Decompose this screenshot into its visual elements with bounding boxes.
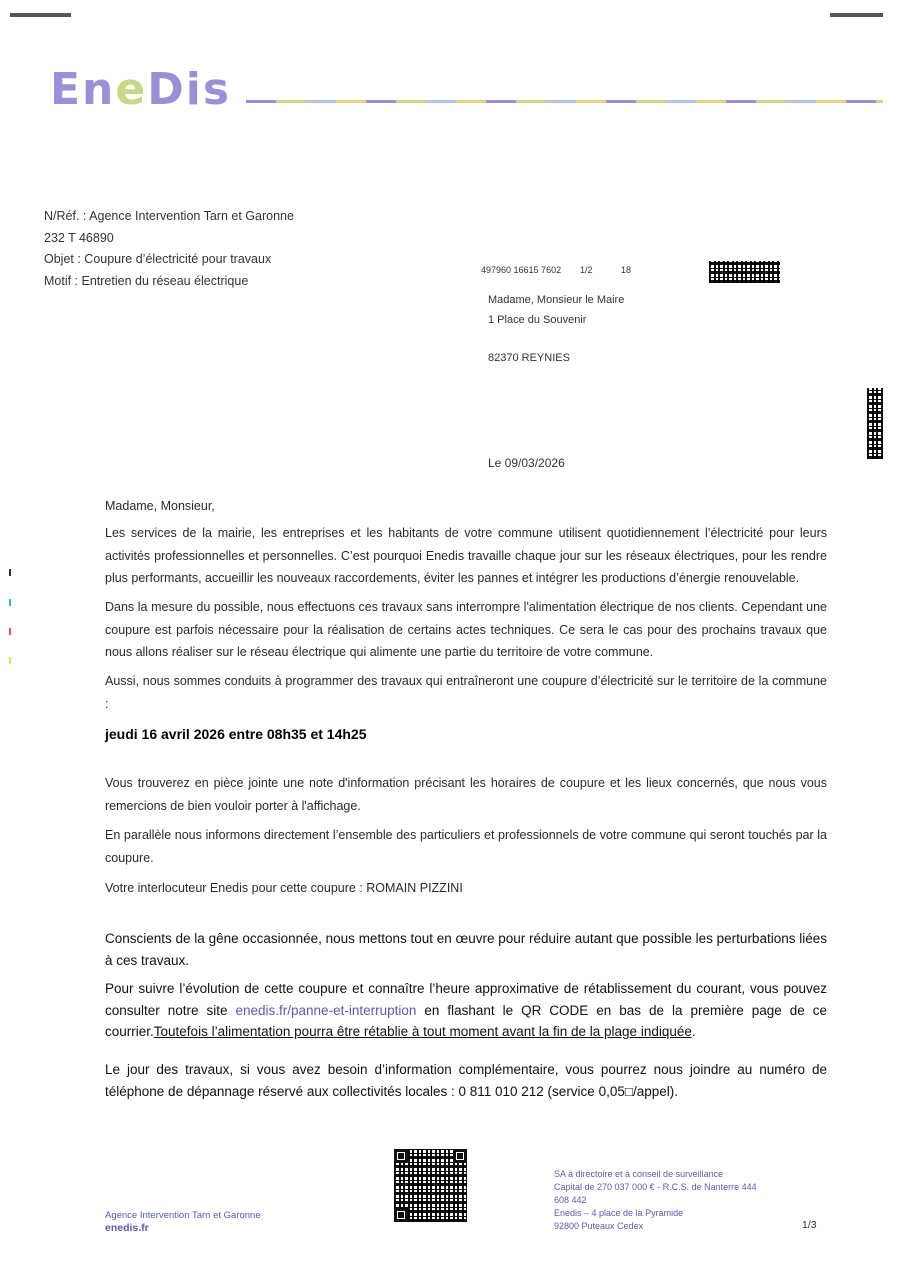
footer-legal-3: 608 442 xyxy=(554,1195,587,1205)
footer-site-link[interactable]: enedis.fr xyxy=(105,1222,149,1234)
page-number: 1/3 xyxy=(802,1219,817,1231)
datamatrix-barcode xyxy=(709,261,780,283)
paragraph-7-underlined: Toutefois l’alimentation pourra être rétablie à tout moment avant la fin de la plage indiquée xyxy=(153,1024,692,1039)
footer-agency: Agence Intervention Tarn et Garonne xyxy=(105,1210,261,1221)
mailing-count: 18 xyxy=(621,265,632,275)
footer-legal xyxy=(554,1168,757,1233)
reference-objet: Objet : Coupure d’électricité pour travaux xyxy=(44,252,272,266)
salutation: Madame, Monsieur, xyxy=(105,499,215,513)
paragraph-1: Les services de la mairie, les entreprises et les habitants de votre commune utilisent quotidiennement l’électricité pour leurs activités professionnelles et personnelles. C’est pourquoi Enedis travaille chaque jour sur les réseaux électriques, pour les rendre plus performants, accueillir les nouveaux raccordements, éviter les pannes et intégrer les productions d’énergie renouvelable. xyxy=(105,526,827,585)
mailing-id: 497960 16615 7602 xyxy=(481,265,562,275)
print-tick-black xyxy=(9,569,11,576)
paragraph-3: Aussi, nous sommes conduits à programmer des travaux qui entraîneront une coupure d’électricité sur le territoire de la commune : xyxy=(105,674,827,711)
footer-legal-5: 92800 Puteaux Cedex xyxy=(554,1221,644,1231)
paragraph-4: Vous trouverez en pièce jointe une note d'information précisant les horaires de coupure et les lieux concernés, que nous vous remercions de bien vouloir porter à l'affichage. xyxy=(105,776,827,813)
reference-nref: N/Réf. : Agence Intervention Tarn et Garonne xyxy=(44,209,294,223)
paragraph-7-text: Pour suivre l’évolution de cette coupure et connaître l’heure approximative de rétablissement du courant, vous pouvez consulter notre site xyxy=(105,981,827,1018)
qr-code[interactable] xyxy=(394,1149,467,1222)
recipient-street: 1 Place du Souvenir xyxy=(488,314,587,326)
paragraph-6: Conscients de la gêne occasionnée, nous mettons tout en œuvre pour réduire autant que possible les perturbations liées à ces travaux. xyxy=(105,931,827,968)
print-tick-magenta xyxy=(9,628,11,635)
letter-date: Le 09/03/2026 xyxy=(488,456,565,470)
logo-text-1: En xyxy=(50,64,116,115)
reference-motif: Motif : Entretien du réseau électrique xyxy=(44,274,249,288)
print-tick-cyan xyxy=(9,599,11,606)
recipient-name: Madame, Monsieur le Maire xyxy=(488,294,625,306)
footer-legal-2: Capital de 270 037 000 € - R.C.S. de Nanterre 444 xyxy=(554,1182,757,1192)
qr-finder-tl xyxy=(394,1149,408,1163)
paragraph-2: Dans la mesure du possible, nous effectuons ces travaux sans interrompre l'alimentation électrique de nos clients. Cependant une coupure est parfois nécessaire pour la réalisation de certains actes techniques. Ce sera le cas pour des prochains travaux que nous allons réaliser sur le réseau électrique qui alimente une partie du territoire de votre commune. xyxy=(105,600,827,659)
logo-text-3: Dis xyxy=(147,64,232,115)
logo-divider-line xyxy=(246,100,883,103)
qr-finder-bl xyxy=(394,1208,408,1222)
logo-text-2: e xyxy=(115,64,148,115)
recipient-city: 82370 REYNIES xyxy=(488,352,570,364)
paragraph-7-text-after: en flashant le QR CODE en bas de la première page de ce courrier. xyxy=(105,1002,828,1039)
footer-legal-1: SA à directoire et à conseil de surveillance xyxy=(554,1169,724,1179)
panne-interruption-link[interactable]: enedis.fr/panne-et-interruption xyxy=(235,1002,417,1018)
outage-date: jeudi 16 avril 2026 entre 08h35 et 14h25 xyxy=(105,726,367,742)
print-tick-yellow xyxy=(9,657,11,664)
paragraph-8: Le jour des travaux, si vous avez besoin d’information complémentaire, vous pourrez nous joindre au numéro de téléphone de dépannage réservé aux collectivités locales : 0 811 010 212 (service 0,05□/appel). xyxy=(105,1062,827,1099)
qr-finder-tr xyxy=(453,1149,467,1163)
contact-line: Votre interlocuteur Enedis pour cette coupure : ROMAIN PIZZINI xyxy=(105,881,463,895)
paragraph-7 xyxy=(105,978,827,1043)
mailing-page: 1/2 xyxy=(580,265,593,275)
paragraph-7-end: . xyxy=(691,1024,696,1039)
scan-mark-right xyxy=(830,13,883,17)
vertical-barcode xyxy=(867,388,883,459)
reference-code: 232 T 46890 xyxy=(44,231,114,245)
scan-mark-left xyxy=(10,13,71,17)
paragraph-5: En parallèle nous informons directement l’ensemble des particuliers et professionnels de votre commune qui seront touchés par la coupure. xyxy=(105,828,827,865)
footer-legal-4: Enedis – 4 place de la Pyramide xyxy=(554,1208,684,1218)
enedis-logo xyxy=(50,64,232,115)
